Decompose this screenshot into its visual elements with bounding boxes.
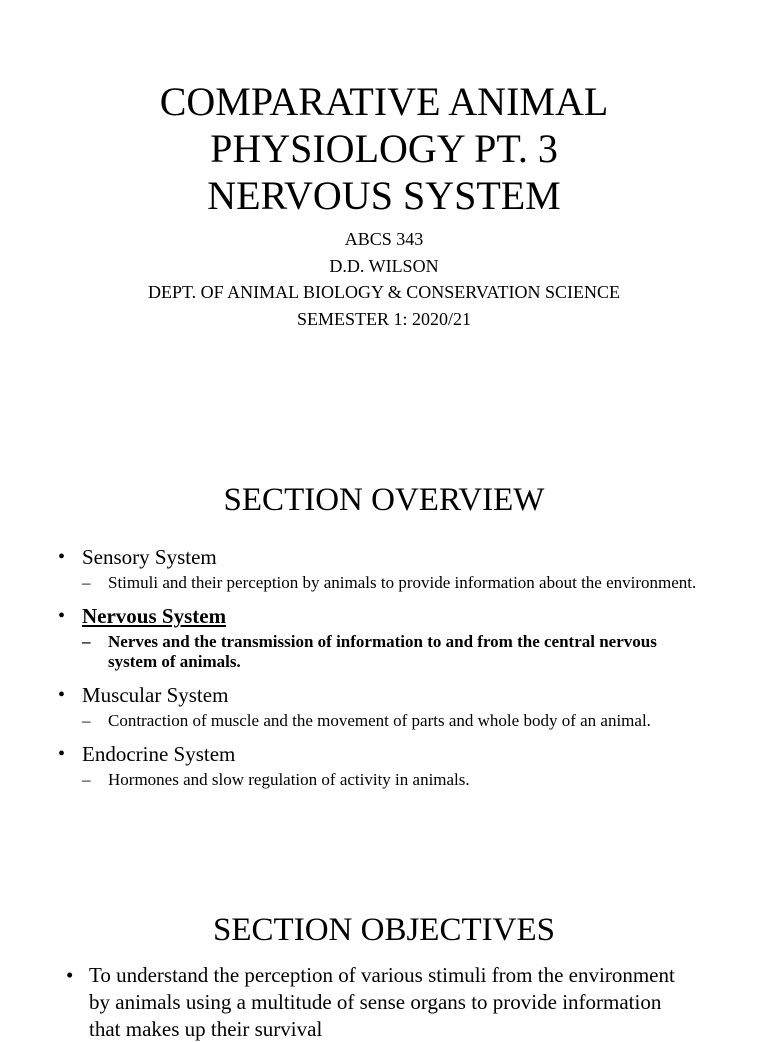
overview-item-label: Sensory System <box>82 545 217 569</box>
overview-subitem <box>58 573 698 593</box>
department-name: DEPT. OF ANIMAL BIOLOGY & CONSERVATION SCIENCE <box>147 282 621 302</box>
title-line-1: COMPARATIVE ANIMAL <box>159 79 609 124</box>
title-slide <box>0 0 768 400</box>
overview-heading: SECTION OVERVIEW <box>223 482 545 518</box>
objectives-list <box>66 962 686 1043</box>
dash-icon: – <box>82 632 91 651</box>
overview-item-muscular <box>58 682 698 708</box>
overview-subitem-text: Stimuli and their perception by animals to provide information about the environment. <box>108 573 697 592</box>
dash-icon: – <box>82 711 91 730</box>
overview-item-label: Nervous System <box>82 604 227 628</box>
course-code: ABCS 343 <box>344 229 424 249</box>
overview-item-endocrine <box>58 741 698 767</box>
dash-icon: – <box>82 573 91 592</box>
presentation-title <box>0 78 768 219</box>
objective-item <box>66 962 686 1043</box>
bullet-icon: • <box>58 546 66 568</box>
overview-list <box>58 544 698 800</box>
title-line-2: PHYSIOLOGY PT. 3 <box>210 126 558 171</box>
overview-subitem <box>58 632 698 672</box>
objectives-slide <box>0 890 768 1041</box>
bullet-icon: • <box>58 605 66 627</box>
title-line-3: NERVOUS SYSTEM <box>207 173 561 218</box>
overview-item-label: Muscular System <box>82 683 229 707</box>
bullet-icon: • <box>58 684 66 706</box>
overview-subitem-text: Nerves and the transmission of information to and from the central nervous system of animals. <box>108 632 657 671</box>
overview-item-label: Endocrine System <box>82 742 236 766</box>
overview-subitem <box>58 711 698 731</box>
overview-subitem-text: Contraction of muscle and the movement of parts and whole body of an animal. <box>108 711 651 730</box>
bullet-icon: • <box>66 963 74 987</box>
author-name: D.D. WILSON <box>329 255 439 276</box>
overview-item-sensory <box>58 544 698 570</box>
overview-slide <box>0 460 768 860</box>
overview-subitem <box>58 770 698 790</box>
overview-subitem-text: Hormones and slow regulation of activity in animals. <box>108 770 470 789</box>
semester-label: SEMESTER 1: 2020/21 <box>296 308 471 329</box>
objective-item-text: To understand the perception of various stimuli from the environment by animals using a multitude of sense organs to provide information that makes up their survival <box>89 963 675 1041</box>
dash-icon: – <box>82 770 91 789</box>
objectives-heading: SECTION OBJECTIVES <box>213 912 555 948</box>
title-subtitle-block <box>0 226 768 332</box>
overview-item-nervous <box>58 603 698 629</box>
bullet-icon: • <box>58 743 66 765</box>
